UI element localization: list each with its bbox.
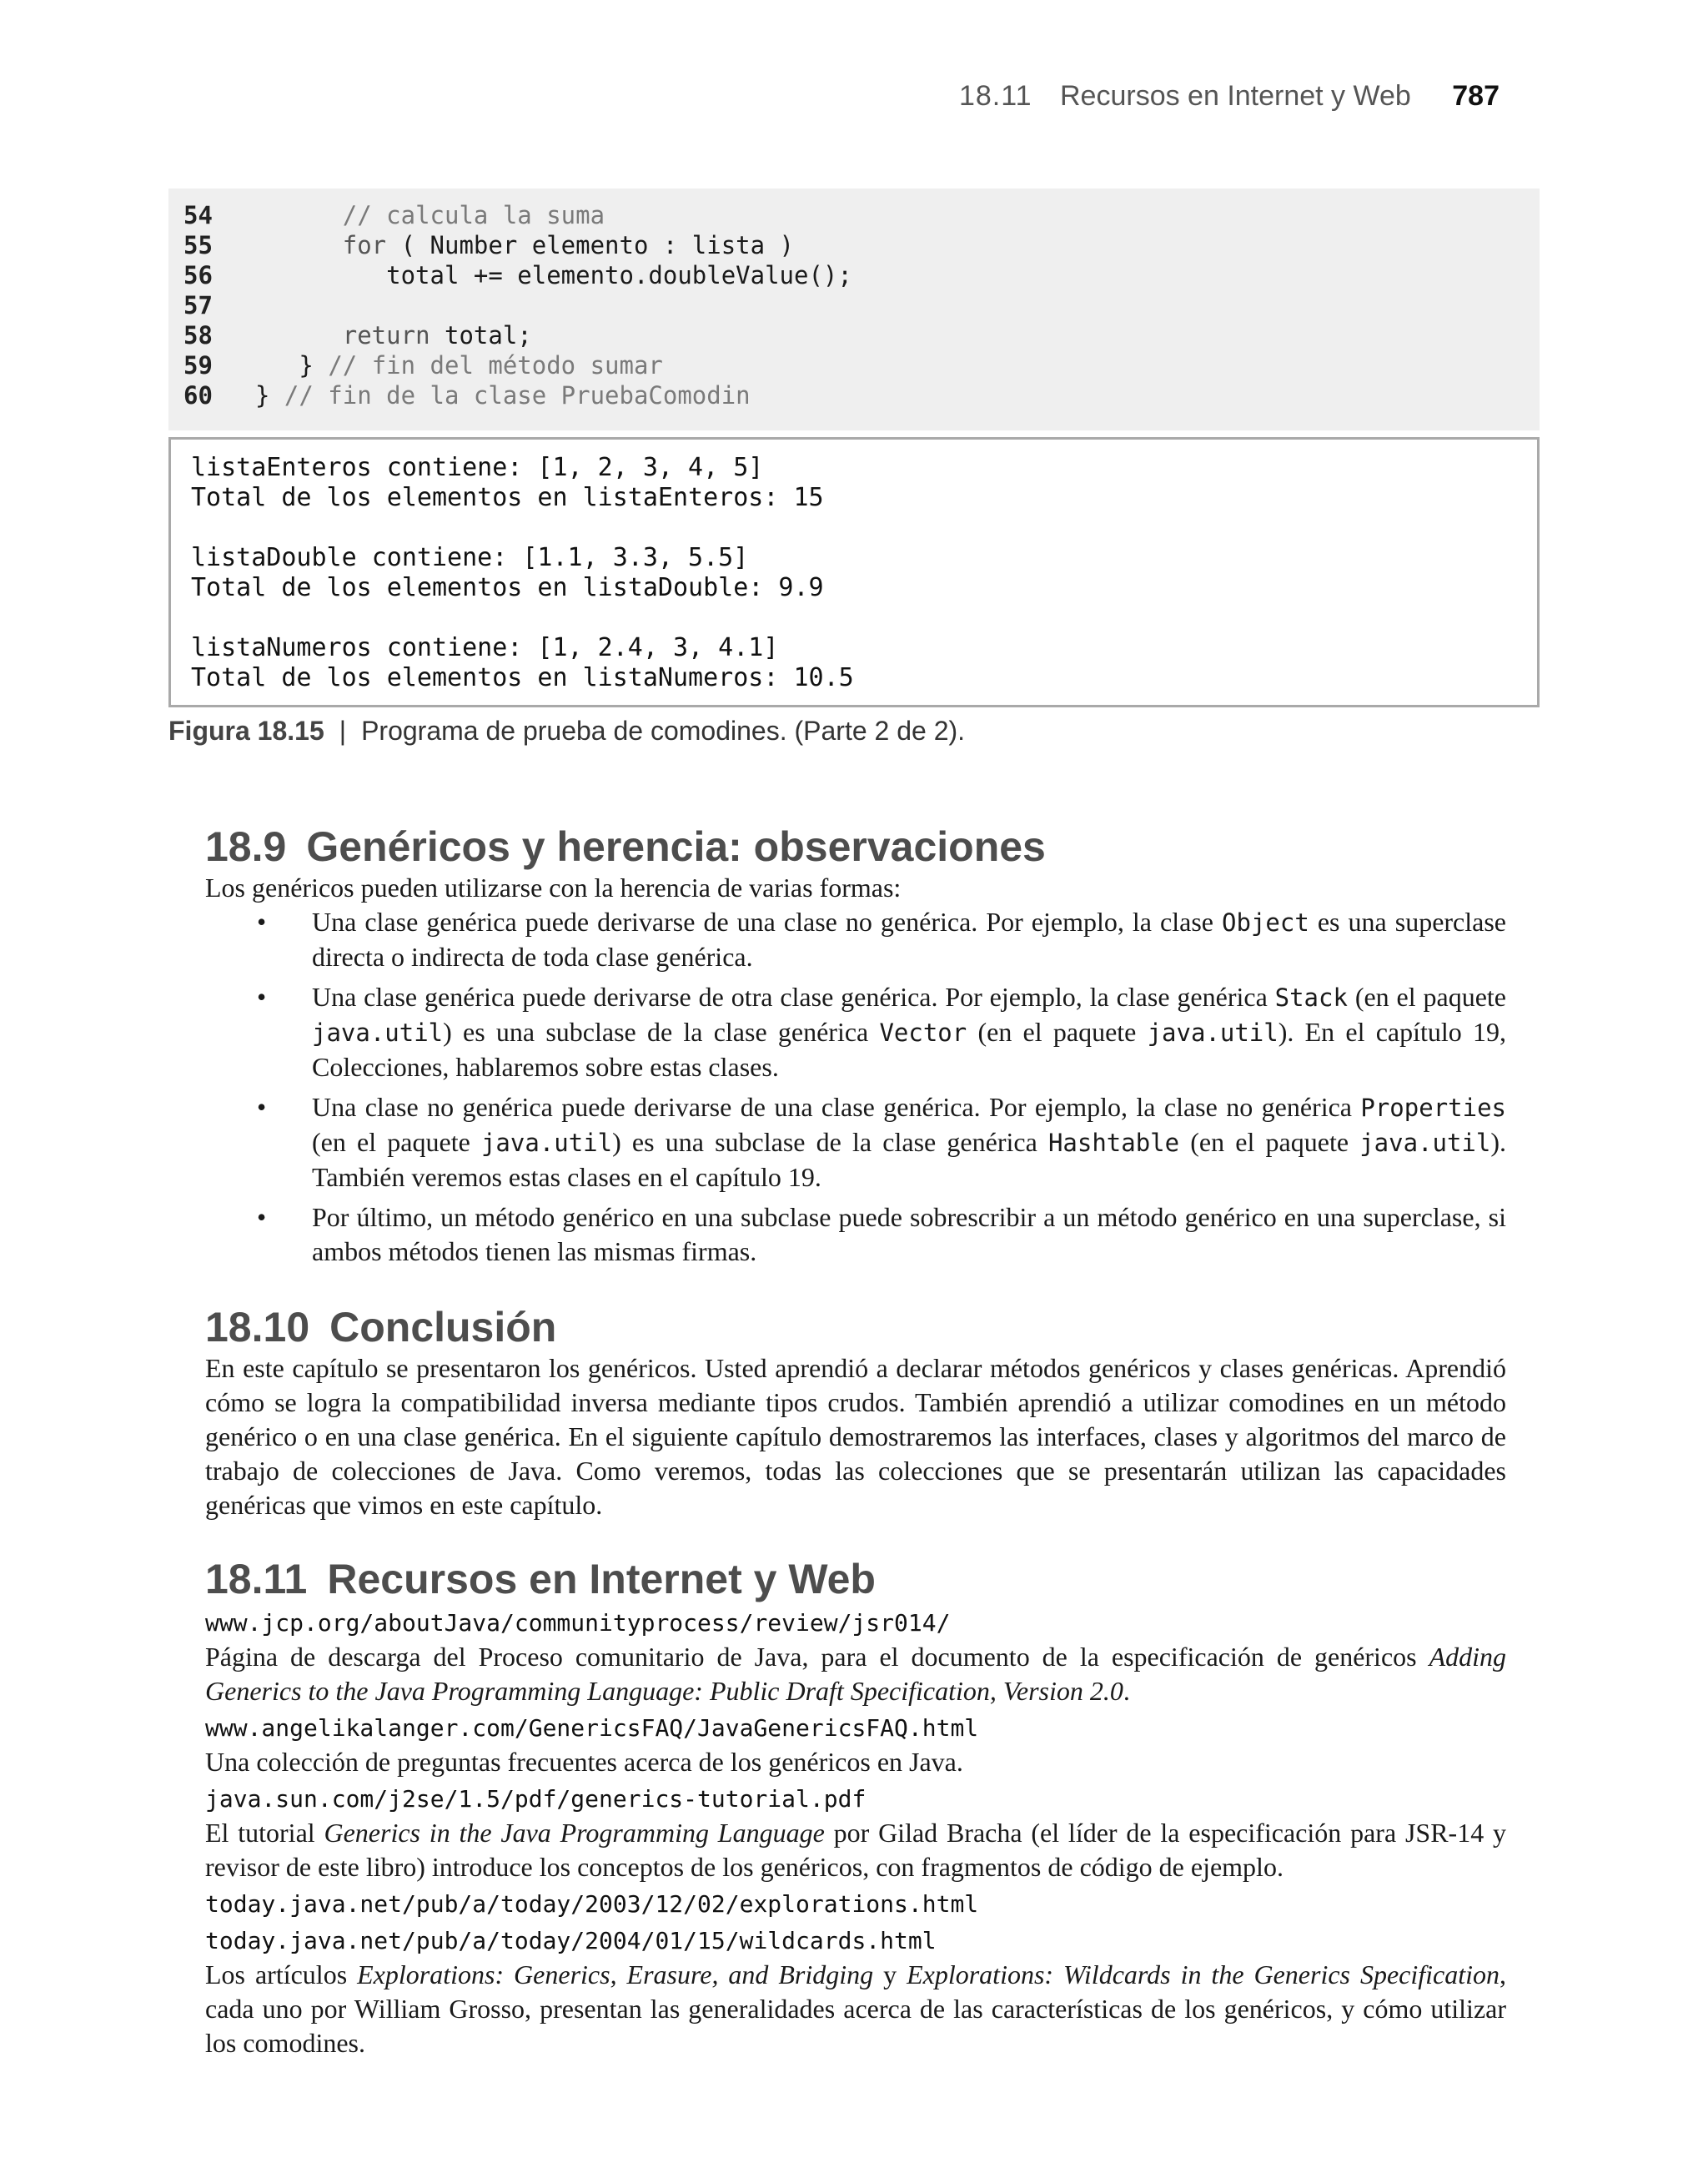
code-text: total += elemento.doubleValue(); [386, 261, 852, 289]
line-number: 60 [183, 381, 213, 410]
resource-url: www.jcp.org/aboutJava/communityprocess/review/jsr014/ [205, 1609, 951, 1637]
running-head [959, 80, 1500, 113]
bullet-list [205, 905, 1506, 1269]
running-head-title: Recursos en Internet y Web [1060, 80, 1411, 112]
text-run: ) es una subclase de la clase genérica [612, 1127, 1048, 1157]
text-run: Por último, un método genérico en una subclase puede sobrescribir a un método genérico en una superclase, si ambos métodos tienen las mismas firmas. [312, 1202, 1506, 1266]
figure-label: Figura 18.15 [168, 716, 324, 746]
output-line: listaNumeros contiene: [1, 2.4, 3, 4.1] [191, 633, 779, 662]
line-number: 56 [183, 261, 213, 289]
line-number: 54 [183, 201, 213, 229]
bullet-item [205, 980, 1506, 1084]
section-18-9 [205, 822, 1506, 1275]
section-heading [205, 1555, 1506, 1603]
output-line: listaEnteros contiene: [1, 2, 3, 4, 5] [191, 453, 764, 482]
line-number: 59 [183, 351, 213, 380]
text-run: Página de descarga del Proceso comunitario de Java, para el documento de la especificación de genéricos [205, 1642, 1429, 1672]
section-title: Recursos en Internet y Web [327, 1556, 876, 1602]
code-text: total; [430, 321, 532, 350]
text-run: Los artículos [205, 1959, 358, 1989]
code-line [168, 260, 1540, 290]
bullet-item [205, 1200, 1506, 1269]
section-number: 18.10 [205, 1304, 310, 1351]
code-line [168, 200, 1540, 230]
text-run: Una clase no genérica puede derivarse de una clase genérica. Por ejemplo, la clase no genérica [312, 1092, 1361, 1122]
text-run: y [873, 1959, 907, 1989]
text-run: ). En el capítulo 19, Colecciones, hablaremos sobre estas clases. [312, 1017, 1507, 1082]
code-term: java.util [1359, 1129, 1491, 1157]
output-line [191, 603, 1517, 633]
caption-separator: | [339, 716, 347, 746]
bullet-marker: • [257, 907, 267, 937]
output-line: Total de los elementos en listaEnteros: 15 [191, 483, 824, 512]
resource-url: www.angelikalanger.com/GenericsFAQ/JavaGenericsFAQ.html [205, 1714, 979, 1742]
text-run: por Gilad Bracha (el líder de la especificación para JSR-14 y revisor de este libro) introduce los conceptos de los genéricos, con fragmentos de código de ejemplo. [205, 1818, 1507, 1882]
code-line [168, 230, 1540, 260]
text-run: (en el paquete [967, 1017, 1148, 1047]
section-intro: Los genéricos pueden utilizarse con la herencia de varias formas: [205, 873, 902, 903]
text-run: ). También veremos estas clases en el capítulo 19. [312, 1127, 1507, 1192]
code-term: Hashtable [1047, 1129, 1180, 1157]
code-comment: // fin de la clase PruebaComodin [284, 381, 751, 410]
text-run: (en el paquete [1347, 982, 1507, 1012]
code-line [168, 350, 1540, 380]
section-paragraph: En este capítulo se presentaron los genéricos. Usted aprendió a declarar métodos genéricos y clases genéricas. Aprendió cómo se logra la compatibilidad inversa mediante tipos crudos. También aprendió a utilizar comodines en un método genérico o en una clase genérica. En el siguiente capítulo demostraremos las interfaces, clases y algoritmos del marco de trabajo de colecciones de Java. Como veremos, todas las colecciones que se presentarán utilizan las capacidades genéricas que vimos en este capítulo. [205, 1353, 1506, 1520]
caption-text: Programa de prueba de comodines. (Parte 2 de 2). [361, 716, 966, 746]
code-line [168, 290, 1540, 320]
output-line: Total de los elementos en listaNumeros: 10.5 [191, 663, 854, 692]
code-keyword: return [342, 321, 430, 350]
figure-caption [168, 716, 965, 747]
section-title: Conclusión [329, 1304, 557, 1351]
code-keyword: for [342, 231, 387, 259]
running-head-section: 18.11 [958, 80, 1032, 112]
section-title: Genéricos y herencia: observaciones [306, 823, 1046, 870]
code-comment: // calcula la suma [342, 201, 605, 229]
text-run: Una clase genérica puede derivarse de otra clase genérica. Por ejemplo, la clase genérica [312, 982, 1275, 1012]
bullet-marker: • [257, 1202, 267, 1232]
line-number: 55 [183, 231, 213, 259]
bullet-marker: • [257, 1092, 267, 1122]
resource-url: java.sun.com/j2se/1.5/pdf/generics-tutorial.pdf [205, 1785, 867, 1813]
code-term: Properties [1360, 1094, 1506, 1122]
resource-description [205, 1745, 1506, 1779]
text-run: es una superclase directa o indirecta de toda clase genérica. [312, 907, 1507, 972]
text-run: (en el paquete [312, 1127, 481, 1157]
text-run: (en el paquete [1179, 1127, 1360, 1157]
resource-description [205, 1958, 1506, 2060]
code-line [168, 380, 1540, 410]
resource-url: today.java.net/pub/a/today/2004/01/15/wildcards.html [205, 1927, 937, 1954]
section-18-11 [205, 1555, 1506, 2060]
line-number: 57 [183, 291, 213, 319]
code-text: ( Number elemento : lista ) [386, 231, 795, 259]
code-term: java.util [312, 1019, 444, 1047]
section-number: 18.11 [205, 1556, 308, 1602]
bullet-item [205, 905, 1506, 974]
bullet-item [205, 1090, 1506, 1195]
output-line: listaDouble contiene: [1.1, 3.3, 5.5] [191, 543, 749, 572]
section-18-10 [205, 1303, 1506, 1522]
text-run: Una clase genérica puede derivarse de una clase no genérica. Por ejemplo, la clase [312, 907, 1223, 937]
section-heading [205, 1303, 1506, 1351]
output-line [191, 513, 1517, 543]
bullet-marker: • [257, 982, 267, 1012]
program-output [168, 437, 1540, 707]
code-listing [168, 189, 1540, 430]
code-text: } [255, 381, 284, 410]
code-term: Stack [1274, 983, 1348, 1012]
text-run: El tutorial [205, 1818, 324, 1848]
text-run: , cada uno por William Grosso, presentan las generalidades acerca de las características de los genéricos, y cómo utilizar los comodines. [205, 1959, 1507, 2058]
section-heading [205, 822, 1506, 871]
output-line: Total de los elementos en listaDouble: 9.9 [191, 573, 824, 602]
text-run: . [1123, 1676, 1130, 1706]
resource-description [205, 1816, 1506, 1884]
code-text: } [299, 351, 329, 380]
code-line [168, 320, 1540, 350]
resource-url: today.java.net/pub/a/today/2003/12/02/explorations.html [205, 1890, 979, 1918]
italic-title: Explorations: Generics, Erasure, and Bridging [357, 1959, 874, 1989]
code-term: java.util [1147, 1019, 1278, 1047]
text-run: ) es una subclase de la clase genérica [443, 1017, 880, 1047]
code-term: Object [1222, 908, 1309, 937]
resource-list [205, 1607, 1506, 2060]
code-term: java.util [480, 1129, 613, 1157]
code-comment: // fin del método sumar [328, 351, 663, 380]
code-term: Vector [879, 1019, 967, 1047]
line-number: 58 [183, 321, 213, 350]
italic-title: Generics in the Java Programming Language [324, 1818, 825, 1848]
resource-description [205, 1640, 1506, 1708]
page-number: 787 [1452, 80, 1500, 112]
section-number: 18.9 [205, 823, 287, 870]
text-run: Una colección de preguntas frecuentes acerca de los genéricos en Java. [205, 1747, 963, 1777]
italic-title: Adding Generics to the Java Programming Language: Public Draft Specification, Version 2.0 [205, 1642, 1506, 1706]
italic-title: Explorations: Wildcards in the Generics Specification [907, 1959, 1500, 1989]
